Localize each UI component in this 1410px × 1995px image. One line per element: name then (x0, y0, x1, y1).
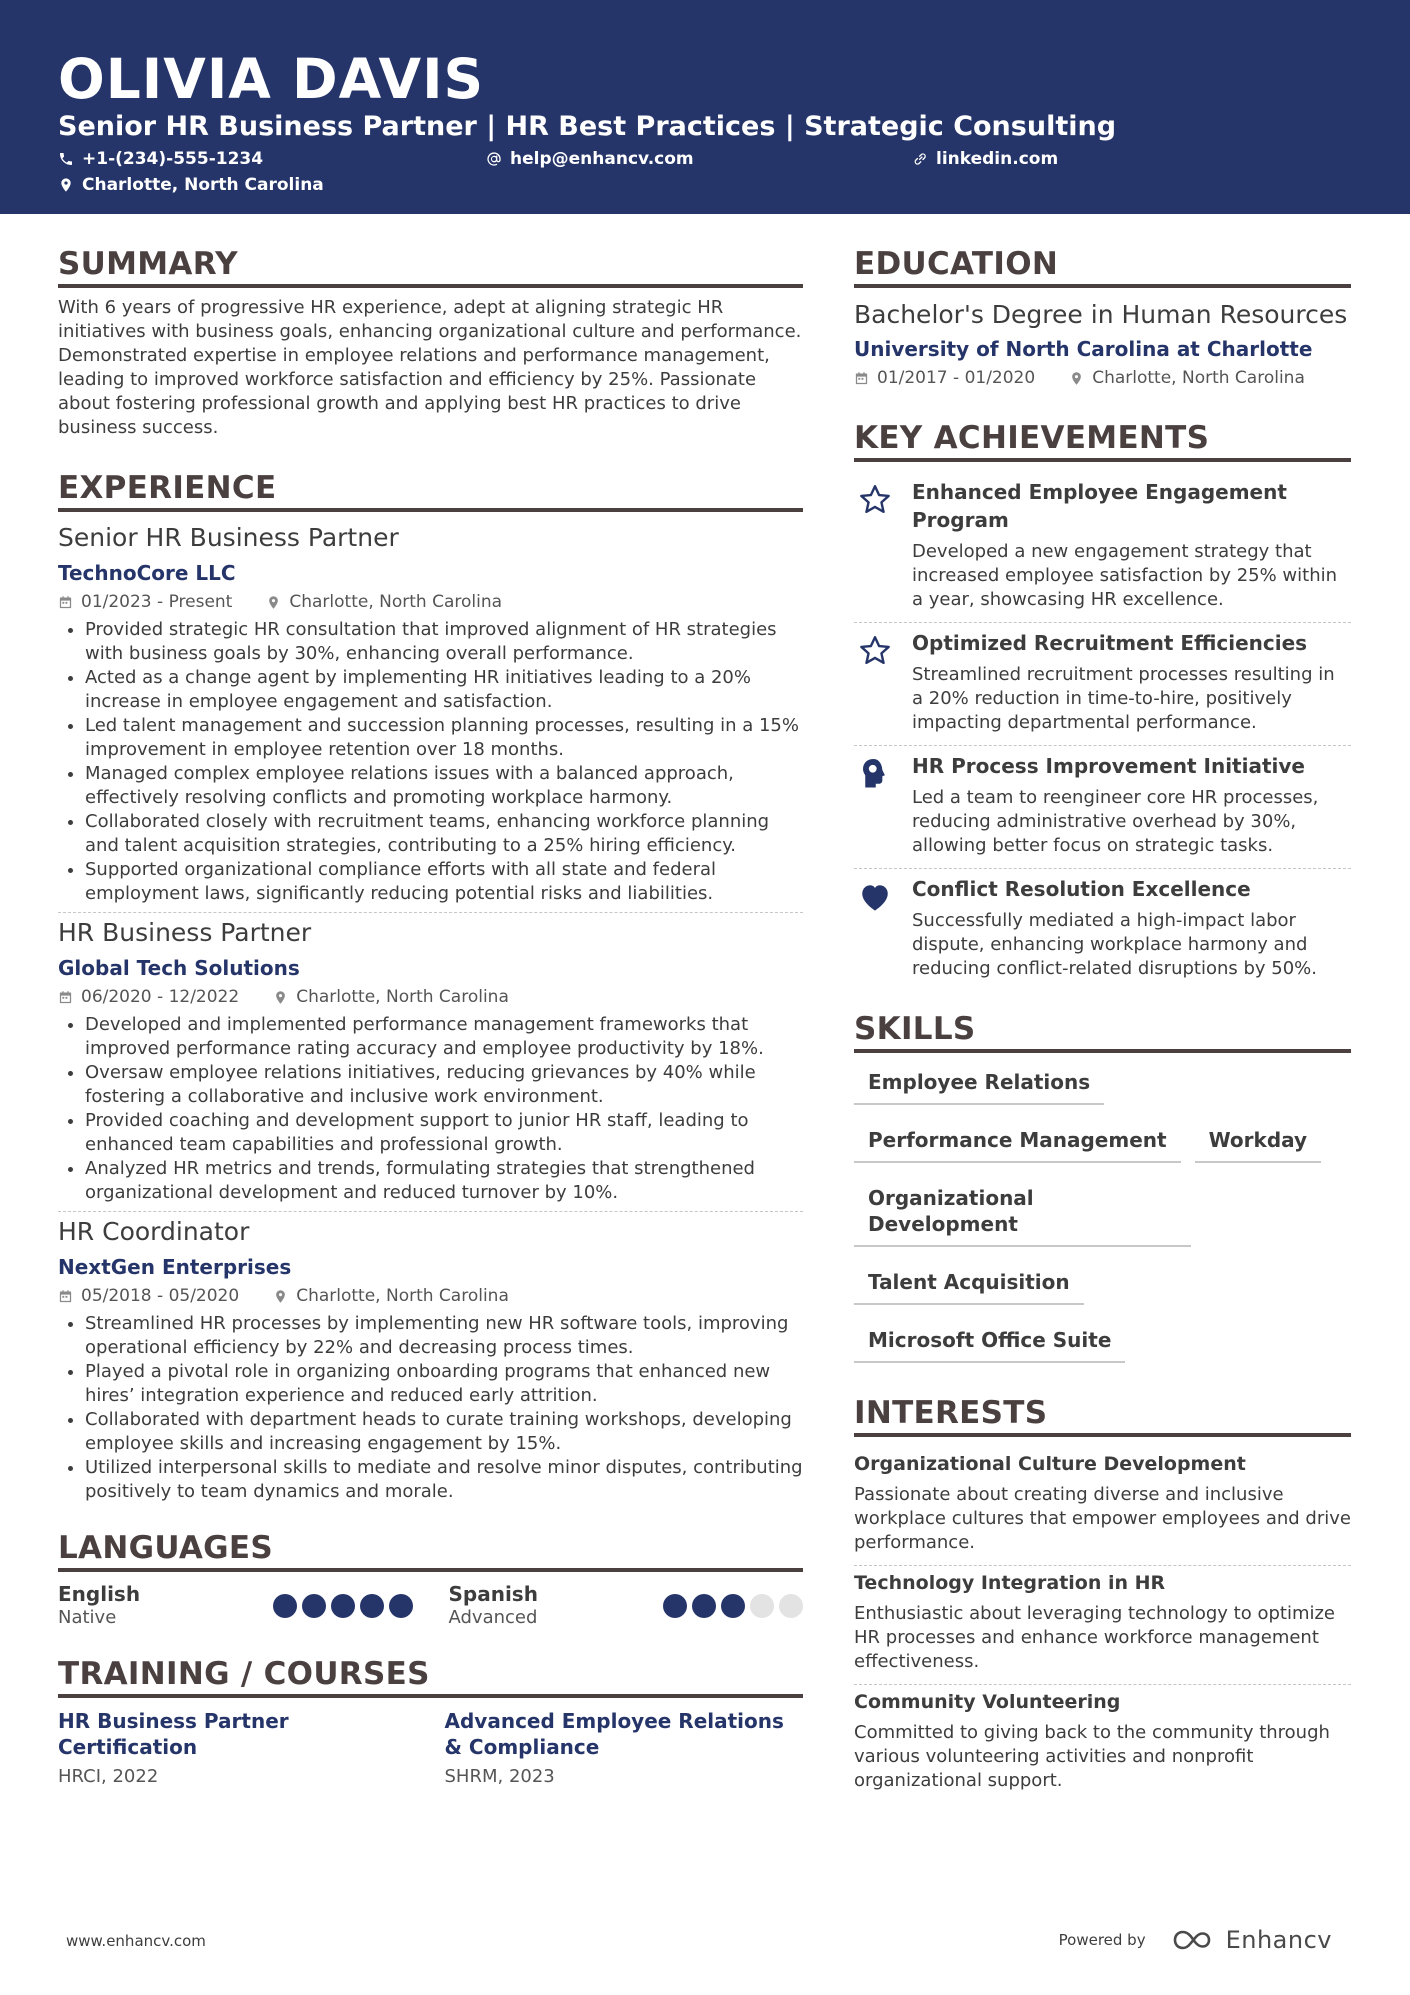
interest-item (854, 1685, 1351, 1803)
location-pin-icon (58, 177, 74, 193)
achievement-item (854, 746, 1351, 869)
achievement-title: Enhanced Employee Engagement Program (912, 480, 1287, 532)
location-pin-icon (273, 1289, 288, 1304)
job-title: HR Coordinator (58, 1217, 250, 1246)
job-dates: 01/2023 - Present (81, 592, 233, 612)
bullet-item: • Managed complex employee relations issues with a balanced approach, effectively resolving conflicts and promoting workplace harmony. (85, 762, 803, 810)
location-pin-icon (1069, 371, 1084, 386)
bullet-item: • Collaborated with department heads to curate training workshops, developing employee skills and increasing engagement by 15%. (85, 1408, 803, 1456)
job-location: Charlotte, North Carolina (289, 592, 503, 612)
interest-desc: Enthusiastic about leveraging technology to optimize HR processes and enhance workforce management effectiveness. (854, 1603, 1336, 1672)
achievement-item (854, 623, 1351, 746)
bullet-item: • Provided strategic HR consultation that improved alignment of HR strategies with business goals by 30%, enhancing overall performance. (85, 618, 803, 666)
footer-website[interactable]: www.enhancv.com (66, 1932, 206, 1950)
phone-text: +1-(234)-555-1234 (82, 149, 264, 169)
company-name: NextGen Enterprises (58, 1255, 292, 1279)
calendar-icon (58, 595, 73, 610)
language-level: Native (58, 1607, 117, 1628)
degree-title: Bachelor's Degree in Human Resources (854, 300, 1348, 329)
location-pin-icon (273, 990, 288, 1005)
course-org: SHRM, 2023 (444, 1766, 555, 1787)
course-item (58, 1708, 417, 1790)
languages-heading: LANGUAGES (58, 1528, 803, 1572)
brand-logo[interactable] (1172, 1926, 1332, 1954)
training-heading: TRAINING / COURSES (58, 1654, 803, 1698)
contact-linkedin[interactable] (912, 148, 1058, 170)
language-item (449, 1582, 804, 1630)
experience-entry (58, 917, 803, 1212)
candidate-name: OLIVIA DAVIS (58, 47, 485, 111)
calendar-icon (58, 990, 73, 1005)
bullet-item: • Collaborated closely with recruitment teams, enhancing workforce planning and talent acquisition strategies, contributing to a 25% hiring efficiency. (85, 810, 803, 858)
interest-desc: Committed to giving back to the community through various volunteering activities and nonprofit organizational support. (854, 1722, 1330, 1791)
star-icon (857, 482, 893, 518)
bullet-item: • Analyzed HR metrics and trends, formulating strategies that strengthened organizational development and reduced turnover by 10%. (85, 1157, 803, 1205)
rating-dot (692, 1594, 716, 1618)
right-column (854, 244, 1351, 1803)
achievement-item (854, 869, 1351, 991)
achievement-title: Optimized Recruitment Efficiencies (912, 631, 1308, 655)
achievement-title: Conflict Resolution Excellence (912, 877, 1251, 901)
rating-dot (331, 1594, 355, 1618)
candidate-headline: Senior HR Business Partner | HR Best Practices | Strategic Consulting (58, 111, 1117, 142)
contact-location (58, 174, 324, 196)
bullet-item: • Utilized interpersonal skills to mediate and resolve minor disputes, contributing positively to team dynamics and morale. (85, 1456, 803, 1504)
job-bullets (58, 1312, 803, 1504)
achievement-item (854, 472, 1351, 623)
interest-title: Community Volunteering (854, 1691, 1121, 1713)
skill-tag: Talent Acquisition (854, 1263, 1084, 1305)
job-bullets (58, 618, 803, 906)
job-bullets (58, 1013, 803, 1205)
at-sign-icon (486, 151, 502, 167)
bullet-item: • Oversaw employee relations initiatives, reducing grievances by 40% while fostering a collaborative and inclusive work environment. (85, 1061, 803, 1109)
enhancv-logo-icon (1172, 1929, 1218, 1951)
rating-dot (273, 1594, 297, 1618)
skills-heading: SKILLS (854, 1009, 1351, 1053)
job-location: Charlotte, North Carolina (296, 987, 509, 1007)
achievements-heading: KEY ACHIEVEMENTS (854, 418, 1351, 462)
star-icon (857, 633, 893, 669)
job-title: Senior HR Business Partner (58, 523, 399, 552)
experience-heading: EXPERIENCE (58, 468, 803, 512)
job-meta (58, 590, 803, 614)
linkedin-text: linkedin.com (936, 149, 1059, 169)
training-list (58, 1708, 803, 1790)
language-rating (663, 1594, 803, 1630)
course-title: HR Business Partner Certification (58, 1709, 289, 1759)
calendar-icon (854, 371, 869, 386)
job-meta (58, 985, 803, 1009)
bullet-item: • Streamlined HR processes by implementing new HR software tools, improving operational efficiency by 22% and decreasing process times. (85, 1312, 803, 1360)
powered-by-text: Powered by (1058, 1931, 1146, 1949)
interest-title: Technology Integration in HR (854, 1572, 1166, 1594)
head-brain-icon (857, 756, 893, 792)
rating-dot (750, 1594, 774, 1618)
skill-tag: Workday (1195, 1121, 1322, 1163)
footer-branding (1059, 1926, 1332, 1954)
skill-tag: Organizational Development (854, 1179, 1191, 1247)
language-name: English (58, 1582, 141, 1606)
contact-phone[interactable] (58, 148, 263, 170)
summary-text: With 6 years of progressive HR experience, adept at aligning strategic HR initiatives with business goals, enhancing organizational culture and performance. Demonstrated expertise in employee relations and performance management, leading to improved workforce satisfaction and efficiency by 25%. Passionate about fostering professional growth and applying best HR practices to drive business success. (58, 297, 802, 438)
language-item (58, 1582, 413, 1630)
bullet-item: • Played a pivotal role in organizing onboarding programs that enhanced new hires’ integration experience and reduced early attrition. (85, 1360, 803, 1408)
brand-name: Enhancv (1225, 1926, 1332, 1954)
achievement-desc: Streamlined recruitment processes resulting in a 20% reduction in time-to-hire, positively impacting departmental performance. (912, 664, 1335, 733)
languages-list (58, 1582, 803, 1630)
language-name: Spanish (448, 1582, 538, 1606)
course-title: Advanced Employee Relations & Compliance (444, 1709, 784, 1759)
bullet-item: • Developed and implemented performance management frameworks that improved performance rating accuracy and employee productivity by 18%. (85, 1013, 803, 1061)
interest-item (854, 1566, 1351, 1685)
bullet-item: • Acted as a change agent by implementing HR initiatives leading to a 20% increase in employee engagement and satisfaction. (85, 666, 803, 714)
rating-dot (779, 1594, 803, 1618)
link-icon (912, 151, 928, 167)
skills-list (854, 1063, 1351, 1363)
achievement-desc: Developed a new engagement strategy that increased employee satisfaction by 25% within a year, showcasing HR excellence. (912, 541, 1338, 610)
experience-entry (58, 1216, 803, 1504)
bullet-item: • Provided coaching and development support to junior HR staff, leading to enhanced team capabilities and professional growth. (85, 1109, 803, 1157)
school-name: University of North Carolina at Charlotte (854, 337, 1313, 361)
location-pin-icon (266, 595, 281, 610)
interest-item (854, 1447, 1351, 1566)
resume-header (0, 0, 1410, 214)
rating-dot (663, 1594, 687, 1618)
achievement-title: HR Process Improvement Initiative (912, 754, 1305, 778)
email-text: help@enhancv.com (510, 149, 694, 169)
education-location: Charlotte, North Carolina (1092, 368, 1305, 388)
rating-dot (302, 1594, 326, 1618)
company-name: Global Tech Solutions (58, 956, 300, 980)
education-dates: 01/2017 - 01/2020 (877, 368, 1036, 388)
skill-tag: Microsoft Office Suite (854, 1321, 1125, 1363)
company-name: TechnoCore LLC (58, 561, 236, 585)
contact-email[interactable] (486, 148, 694, 170)
education-meta (854, 366, 1351, 390)
course-item (445, 1708, 804, 1790)
left-column (58, 244, 803, 1790)
job-title: HR Business Partner (58, 918, 312, 947)
experience-entry (58, 522, 803, 913)
summary-heading: SUMMARY (58, 244, 803, 288)
achievement-desc: Led a team to reengineer core HR processes, reducing administrative overhead by 30%, allowing better focus on strategic tasks. (912, 787, 1319, 856)
phone-icon (58, 151, 74, 167)
language-rating (273, 1594, 413, 1630)
achievement-desc: Successfully mediated a high-impact labor dispute, enhancing workplace harmony and reducing conflict-related disruptions by 50%. (912, 910, 1318, 979)
job-dates: 06/2020 - 12/2022 (81, 987, 240, 1007)
bullet-item: • Led talent management and succession planning processes, resulting in a 15% improvement in employee retention over 18 months. (85, 714, 803, 762)
job-dates: 05/2018 - 05/2020 (81, 1286, 240, 1306)
bullet-item: • Supported organizational compliance efforts with all state and federal employment laws, significantly reducing potential risks and liabilities. (85, 858, 803, 906)
interests-heading: INTERESTS (854, 1393, 1351, 1437)
skill-tag: Performance Management (854, 1121, 1181, 1163)
job-location: Charlotte, North Carolina (296, 1286, 509, 1306)
education-heading: EDUCATION (854, 244, 1351, 288)
skill-tag: Employee Relations (854, 1063, 1104, 1105)
interest-title: Organizational Culture Development (854, 1453, 1246, 1475)
location-text: Charlotte, North Carolina (82, 175, 324, 195)
interest-desc: Passionate about creating diverse and inclusive workplace cultures that empower employees and drive performance. (854, 1484, 1351, 1553)
language-level: Advanced (448, 1607, 538, 1628)
calendar-icon (58, 1289, 73, 1304)
course-org: HRCI, 2022 (58, 1766, 159, 1787)
rating-dot (721, 1594, 745, 1618)
job-meta (58, 1284, 803, 1308)
rating-dot (360, 1594, 384, 1618)
rating-dot (389, 1594, 413, 1618)
heart-icon (857, 879, 893, 915)
